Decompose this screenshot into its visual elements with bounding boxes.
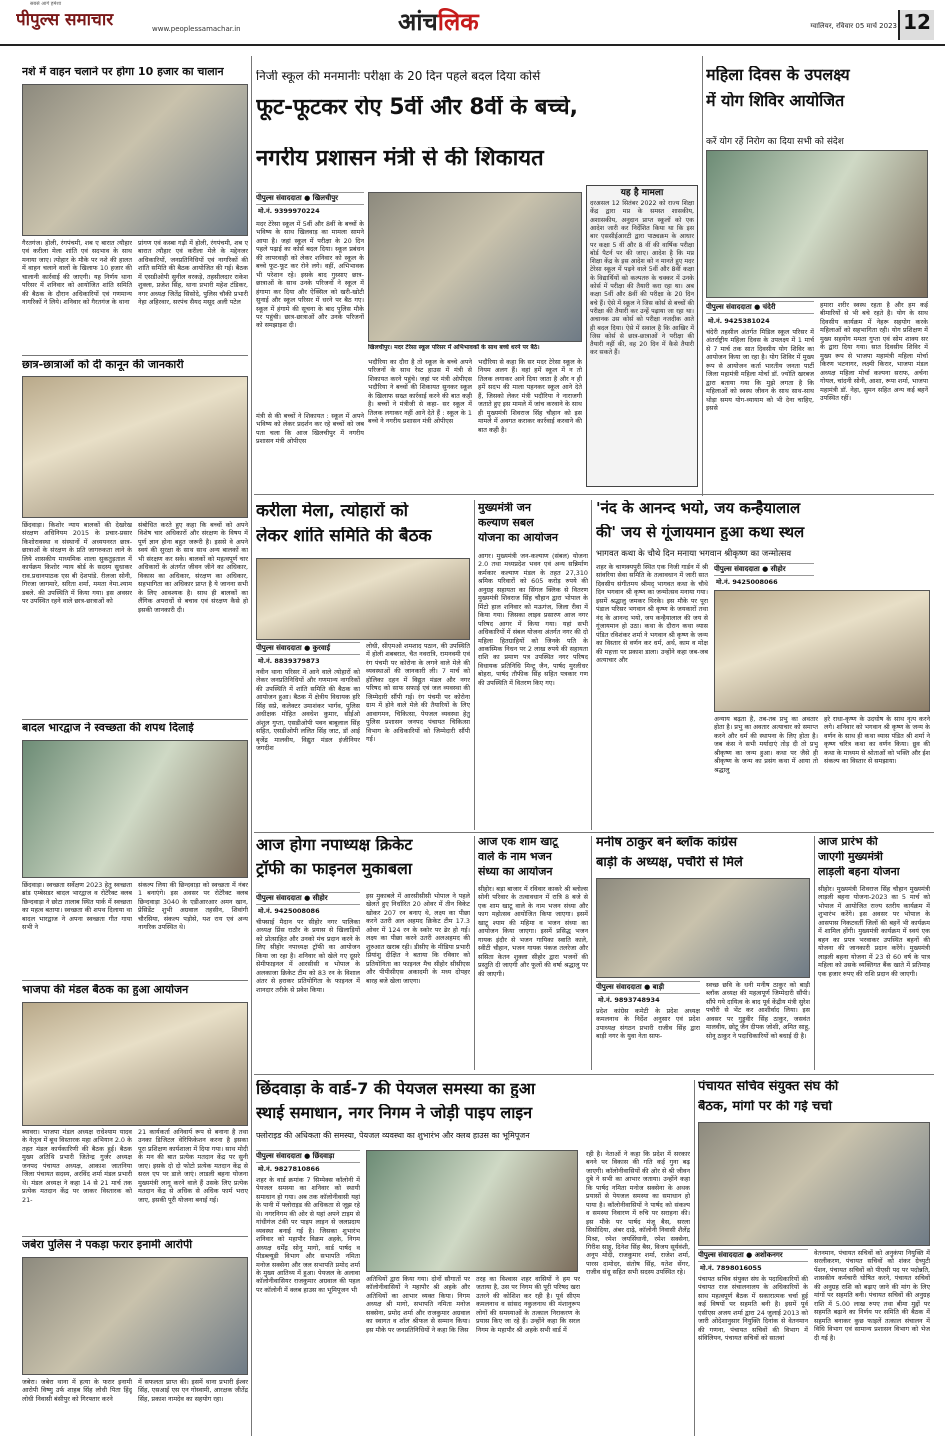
karila-byline: पीपुल्स संवाददाता ● कुरवाई <box>256 642 360 655</box>
photo-protest <box>368 192 582 342</box>
s1-body1: गैरतगंज। होली, रंगपंचमी, शब ए बारात त्यौहार एवं करीला मेला शांति एवं सदभाव के साथ मनाया जाए। त्योहार के मौके पर नशे की हालत में वाहन चलाने वालों के खिलाफ 10 हजार की चालानी कार्रवाई की जाएगी। यह निर्णय थाना परिसर में शनिवार को आयोजित शांति समिति की बैठक के दौरान अधिकारियों एवं गणमान्य नागरिकों ने लिये। शनिवार को गैरतगंज के थाना <box>22 239 132 307</box>
s5-title: जबेरा पुलिस ने पकड़ा फरार इनामी आरोपी <box>22 1239 193 1251</box>
s2-body2: संबोधित करते हुए कहा कि बच्चों को अपने विशेष चार अधिकारों और संरक्षण के विषय में पूर्ण ज्ञान होना बहुत जरूरी है। इससे वे अपने स्वयं की सुरक्षा के साथ साथ अन्य बालकों का भी संरक्षण कर सके। बालकों को महत्वपूर्ण चार अधिकारों के अंतर्गत जीवन जीने का अधिकार, विकास का अधिकार, संरक्षण का अधिकार, सहभागिता का अधिकार प्राप्त है ये जानना सभी के लिए आवश्यक है। साथ ही बालकों का लैंगिक अपराधों से बचाव एवं संरक्षण कैसे हो इसकी जानकारी दी। <box>138 521 248 614</box>
masthead <box>0 0 945 46</box>
photo-bjp-meeting <box>22 1002 248 1126</box>
lead-title-1: फूट-फूटकर रोए 5वीं और 8वीं के बच्चे, <box>256 96 579 120</box>
cricket-title-2: ट्रॉफी का फाइनल मुकाबला <box>256 860 413 878</box>
photo-katha <box>714 590 930 712</box>
manish-body2: स्वच्छ छवि के धनी मनीष ठाकुर को बाड़ी ब्लॉक अध्यक्ष की महत्वपूर्ण जिम्मेदारी सौंपी। सौंपे गये दायित्व के बाद पूर्व केंद्रीय मंत्री सुरेश पचौरी से भेंट कर आशीर्वाद लिया। इस अवसर पर गुड्डवीर सिंह ठाकुर, जसवंत मालवीय, छोटू जैन दीपक जोशी, अमित साहू, सोनू ठाकुर ने पदाधिकारियों को बधाई दी है। <box>706 981 810 1040</box>
photo-panchayat <box>698 1122 930 1246</box>
s1-body2: प्रांगण एवं कस्बा गढ़ी में होली, रंगपंचमी, शब ए बारात त्यौहार एवं करीला मेले के मद्देनजर अधिकारियों, जनप्रतिनिधियों एवं नागरिकों की शांति समिति की बैठक आयोजित की गई। बैठक में एसडीओपी सुनील वरकड़े, तहसीलदार राकेश शुक्ला, प्रजेश सिंह, थाना प्रभारी महेश टंडिकर, नगर अध्यक्ष जितेंद्र सिसोदे, पुलिस चौकी प्रभारी नेहा अहिरवार, सरपंच सैयद मसूद अली पटेल <box>138 239 248 307</box>
manish-title-2: बाड़ी के अध्यक्ष, पचौरी से मिले <box>596 856 743 870</box>
manish-title-1: मनीष ठाकुर बने ब्लॉक कांग्रेस <box>596 836 737 850</box>
kalyan-title-2: कल्याण सबल <box>478 517 534 529</box>
s3-title: बादल भारद्वाज ने स्वच्छता की शपथ दिलाई <box>22 722 194 734</box>
lead-col2: भदौरिया का दौरा है तो स्कूल के बच्चे अपने परिजनों के साथ रेस्ट हाउस में मंत्री से शिकायत करने पहुंचे। जहां पर मंत्री ओपीएस भदौरिया ने बच्चों की शिकायत सुनकर स्कूल के खिलाफ सख्त कार्रवाई करने की बात कही है। बच्चों ने मंत्रीजी से कहा- सर स्कूल में तिलक लगाकर नहीं आने देते हैं : स्कूल के 1 बच्चे ने नगरीय प्रशासन मंत्री ओपीएस <box>368 358 472 426</box>
panch-mobile: मो.नं. 7898016055 <box>700 1264 762 1272</box>
karila-title-2: लेकर शांति समिति की बैठक <box>256 527 432 546</box>
nand-body2: अन्याय बढ़ता है, तब-तब प्रभु का अवतार होता है। प्रभु का अवतार अत्याचार को समाप्त करने और धर्म की स्थापना के लिए होता है। जब कंस ने सभी मर्यादाएं तोड़ दी तो प्रभु श्रीकृष्ण का जन्म हुआ। कथा पर जैसे ही श्रीकृष्ण के जन्म का प्रसंग कथा में आया तो श्रद्धालु <box>714 715 818 774</box>
s3-body2: संकल्प लिया की छिन्दवाड़ा को स्वच्छता में नंबर 1 बनाएंगे। इस अवसर पर रोटेरैक्ट क्लब छिन्दवाड़ा 3040 के एडीआरआर अमन खान, प्रेसिडेंट शुभी अग्रवाल तहसीन, शिवांगी चौरसिया, संकल्प पड़ोसे, यश राय एवं अन्य नागरिक उपस्थित थे। <box>138 881 248 932</box>
s2-body1: छिंदवाड़ा। किशोर न्याय बालकों की देखरेख संरक्षण अधिनियम 2015 के प्रचार-प्रसार किशोरावस्था व संस्थानों में अध्ययनरत छात्र-छात्राओं के संरक्षण के प्रति जागरुकता लाने के लिये शासकीय माध्यमिक शाला सुकतुड़ताल में कार्यक्रम किशोर न्याय बोर्ड के सदस्य सुधाकर राव.प्रधानपाठक एस बी देशपांडे. रीलजा सोनी, गिरजा जागमारे, सरिता शर्मा, ममता नेमा.श्याम डबले. की उपस्थिति में किया गया। इस अवसर पर उपस्थित रहने वाले छात्र-छात्राओं को <box>22 521 132 606</box>
panch-body1: पंचायत सचिव संयुक्त संघ के पदाधिकारियों की पंचायत राज संचालनालय के अधिकारियों के साथ महत्वपूर्ण बैठक में सकारात्मक चर्चा हुई कई विषयों पर सहमति बनी है। इसमें पूर्व एसीएस अजय शर्मा द्वारा 24 जुलाई 2013 को जारी ओदेशानुसार नियुक्ति दिनांक से वेतनमान की गणना, पंचायत सचिवों की विभाग में संविलियन, पंचायत सचिवों को सातवां <box>698 1275 808 1343</box>
cricket-mobile: मो.नं. 9425008086 <box>258 907 320 915</box>
photo-karila <box>256 558 470 640</box>
water-sub: फ्लोराइड की अधिकता की समस्या, पेयजल व्यवस्था का शुभारंभ और क्लब हाउस का भूमिपूजन <box>256 1131 530 1140</box>
panch-title-1: पंचायत सचिव संयुक्त संघ की <box>698 1080 839 1094</box>
bhajan-title-2: वाले के नाम भजन <box>478 851 552 863</box>
dateline: ग्वालियर, रविवार 05 मार्च 2023 <box>810 22 897 30</box>
water-body4: रही है। नेताओं ने कहा कि प्रदेश में सरकार बनने पर विकास की गति कई गुना बढ़ जाएगी। कॉलोनीवासियों की ओर से श्री जीवन दुबे ने सभी का आभार जताया। उन्होंने कहा कि पार्षद नमिता मनोज सक्सेना के अथक प्रयासों से पेयजल समस्या का समाधान हो पाया है। कॉलोनीवासियों ने पार्षद को संकल्प व समस्या निवारण में रुचि पर सराहना की। इस मौके पर पार्षद मंजू बैस, सरला सिसोदिया, अंबर दाढ़े, कॉलोनी निवासी शैलेंद्र मिश्रा, रमेश जयसिंघानी, रमेश सक्सेना, गिरीश साहू, दिनेश सिंह बैस, विजय सूर्यवंशी, अनूप मोदी, राजकुमार शर्मा, राजेश शर्मा, पारस दामोदर, संतोष सिंह, यतेश सेंगर, राजीव संधू सहित सभी सदस्य उपस्थित रहे। <box>586 1150 690 1277</box>
s1-title: नशे में वाहन चलाने पर होगा 10 हजार का चालान <box>22 66 224 78</box>
water-body3: तरह का विश्वास शहर वासियों ने हम पर जताया है, उस पर निगम की पूरी परिषद खरा उतरने की कोशिश कर रही है। पूर्व सीएम कमलनाथ व सांसद नकुलनाथ की मंशानुरूप लोगों की समस्याओं के तत्काल निराकरण के प्रयास किए जा रहे हैं। उन्होंने कहा कि सरल निगम के महापौर श्री अहके सभी वार्ड में <box>476 1275 580 1334</box>
s5-body1: जबेरा। जबेरा थाना में हत्या के फरार इनामी आरोपी विष्णु उर्फ शाहब सिंह लोधी पिता हिंदू लोधी निवासी बंसीपुर को गिरफ्तार करने <box>22 1378 132 1403</box>
logo: पीपुल्स समाचार <box>16 10 114 30</box>
bhajan-title-3: संध्या का आयोजन <box>478 866 553 878</box>
kalyan-title-1: मुख्यमंत्री जन <box>478 502 531 514</box>
nand-body1: शहर के चाणक्यपुरी स्थित एक निजी गार्डन में श्री सांवरिया सेवा समिति के तत्वावधान में जारी सात दिवसीय संगीतमय श्रीमद् भागवत कथा के चौथे दिन भगवान श्री कृष्ण का जन्मोत्सव मनाया गया। इसमें श्रद्धालु जमकर थिरके। इस मौके पर पूरा पंडाल परिसर भगवान श्री कृष्ण के जयकारों तथा नंद के आनन्द भयो, जय कन्हैयालाल की जय से गूंजायमान हो उठा। कथा के दौरान कथा व्यास पंडित रविशंकर शर्मा ने भगवान श्री कृष्ण के जन्म का विस्तार से वर्णन कर धर्म, अर्थ, काम व मोक्ष की महत्ता पर प्रकाश डाला। उन्होंने कहा जब-जब अत्याचार और <box>596 563 708 664</box>
yoga-mobile: मो.नं. 9425381024 <box>708 317 770 325</box>
cricket-byline: पीपुल्स संवाददाता ● सीहोर <box>256 892 360 905</box>
cricket-body1: चीफ्साई मैदान पर सीहोर नगर पालिका अध्यक्ष प्रिंस राठौर के प्रयास से खिलाड़ियों को प्रोत्साहित और उनको मंच प्रदान करने के लिए सीहोर नपाध्यक्ष ट्रॉफी का आयोजन किया जा रहा है। शनिवार को खेले गए दूसरे सेमीफाइनल में आरसीसी व भोपाल के अलकाजा क्रिकेट टीम को 83 रन के विशाल अंतर से हराकर प्रतियोगिता के फाइनल में शानदार तरीके से प्रवेश किया। <box>256 918 360 994</box>
cricket-title-1: आज होगा नपाध्यक्ष क्रिकेट <box>256 836 413 854</box>
photo-cleanliness <box>22 740 248 878</box>
karila-title-1: करीला मेला, त्योहारों को <box>256 502 409 521</box>
bhajan-title-1: आज एक शाम खाटू <box>478 836 558 848</box>
lead-kicker: निजी स्कूल की मनमानीः परीक्षा के 20 दिन पहले बदल दिया कोर्स <box>256 70 541 83</box>
water-mobile: मो.नं. 9827810866 <box>258 1165 320 1173</box>
section-title: आंचलिक <box>398 8 479 36</box>
lead-mobile: मो.नं. 9399970224 <box>258 207 320 215</box>
yoga-body2: हमारा शरीर स्वस्थ रहता है और हम कई बीमारियों से भी बचे रहते है। योग के साथ दिवसीय कार्यक्रम में नेहरू सहयोग करके महिलाओं को सहभागिता रही। योग प्रशिक्षण में मुख्य सहयोग ममता गुप्ता एवं सोम शाक्य सर के द्वारा दिया गया। सात दिवसीय शिविर में मुख्य रूप से भाजपा महामंत्री महिला मोर्चा किरण भटनागर, लक्ष्मी किरार, भाजपा मंडल अध्यक्ष महिला मोर्चा कल्पना सराफ, अर्चना गोयल, चांदनी सोनी, आशा, रूपा शर्मा, भाजपा महामंत्री डॉ. नेहा, सुमन सहित अन्य कई बहनें उपस्थित रहीं। <box>820 301 928 402</box>
water-title-2: स्थाई समाधान, नगर निगम ने जोड़ी पाइप लाइन <box>256 1104 533 1122</box>
yoga-sub: करें योग रहें निरोग का दिया सभी को संदेश <box>706 137 844 147</box>
karila-mobile: मो.नं. 8839379873 <box>258 657 320 665</box>
kalyan-body: आगर। मुख्यमंत्री जन-कल्याण (संबल) योजना 2.0 तथा मध्यप्रदेश भवन एवं अन्य सन्निर्माण कर्मकार कल्याण मंडल के तहत 27,310 श्रमिक परिवारों को 605 करोड़ रुपये की अनुग्रह सहायता का सिंगल क्लिक से वितरण मुख्यमंत्री शिवराज सिंह चौहान द्वारा भोपाल के मिंटो हाल शनिवार को मऊगंज, जिला रीवा में किया गया। जिसका लाइव प्रसारण आज नगर परिषद आगर में किया गया। यहां सभी अधिकारियों में संबल योजना अंतर्गत नगर की दो महिला हितग्राहियों को जिनके पति के आकस्मिक निधन पर 2 लाख रुपये की सहायता राशि का प्रमाण पत्र उपस्थित नगर परिषद विधायक प्रतिनिधि मिन्टू जैन, पार्षद मुरलीधर बोहरा, पार्षद तौफीक सिंह सहित पत्रकार गण की उपस्थिति में वितरण किए गए। <box>478 552 588 687</box>
yoga-title-1: महिला दिवस के उपलक्ष्य <box>706 66 850 84</box>
laadli-title-3: लाड़ली बहना योजना <box>818 866 900 878</box>
karila-body1: नवीन थाना परिसर में आने वाले त्योहारों को लेकर जनप्रतिनिधियों और गणमान्य नागरिकों की उपस्थिति में शांति समिति की बैठक का आयोजन हुआ। बैठक में क्षेत्रीय विधायक हरि सिंह सप्रे, कलेक्टर उमाशंकर भार्गव, पुलिस अधीक्षक मोहित अवधेश कुमार, सीईओ अंशुल गुप्ता, एसडीओपी पवन बाबूलाल सिंह सहित, एसडीओपी ललित सिंह जाट, डॉ आई बृजेंद्र मालवीय, विद्युत मंडल इंजीनियर जगदीश <box>256 668 360 753</box>
nand-title-1: 'नंद के आनन्द भयो, जय कन्हैयालाल <box>596 500 801 517</box>
karila-body2: लोधी, सीएमओ शमशाद पठान, की उपस्थिति में होली शबबरात, चैत नवरात्रि, रामनवमी एवं रंग पंचमी पर कोरोना के लगने वाले मेले की व्यवस्थाओं की जानकारी ली। 7 मार्च को होलिका दहन में विद्युत मंडल और नगर परिषद को साफ सफाई एवं जल व्यवस्था की जिम्मेदारी सौंपी गई। रंग पंचमी पर कोरोना ग्राम में होने वाले मेले की तैयारियों के लिए आवागमन, चिकित्सा, पेयजल व्यवस्था हेतु पुलिस प्रशासन जनपद पंचायत चिकित्सा विभाग के अधिकारियों को जिम्मेदारी सौंपी गई। <box>366 642 470 743</box>
photo-pipeline <box>366 1150 578 1272</box>
s3-body1: छिंदवाड़ा। स्वच्छता सर्वेक्षण 2023 हेतु स्वच्छता ब्रांड एम्बेसडर बादल भारद्वाज व रोटेरैक्ट क्लब छिन्दवाड़ा ने छोटा तालाब स्थित पार्क में स्वच्छता का महत्व बताया। स्वच्छता की शपथ दिलाया था बादल भारद्वाज ने अपना स्वच्छता गीत गाया सभी ने <box>22 881 132 932</box>
photo-classroom <box>22 376 248 518</box>
laadli-title-1: आज प्रारंभ की <box>818 836 878 848</box>
panch-body2: वेतनमान, पंचायत सचिवों को अनुकंपा नियुक्ति में सरलीकरण, पंचायत सचिवों को शंकर ग्रेच्युटी पेंशन, पंचायत सचिवों को पीएसी पद पर पदोन्नति, शासकीय कर्मचारी घोषित करने, पंचायत सचिवों की अनुग्रह राशि को बढ़ाए जाने की मांग के लिए मांगों पर सहमति बनी। पंचायत सचिवों की अनुग्रह राशि में 5.00 लाख रुपए तथा बीमा मुद्दों पर सहमति बढ़ाने का निर्णय पर समिति की बैठक में सहमति बनाकर कुछ फाइलें तत्काल संचालन में विधि विभाग एवं सामान्य प्रशासन विभाग को भेज दी गई है। <box>814 1249 930 1342</box>
s4-body1: ब्यावरा। भाजपा मंडल अध्यक्ष राधेश्याम यादव के नेतृत्व में बूथ विस्तारक महा अभियान 2.0 के तहत मंडल कार्यकारिणी की बैठक हुई। बैठक मुख्य अतिथि प्रभारी जितेन्द्र गुर्जर अध्यक्ष जनपद पंचायत अध्यक्ष, आकाश जातनिया जिला पंचायत सदस्य, अरविंद शर्मा मंडल प्रभारी थे। मंडल अध्यक्ष ने कहा 14 से 21 मार्च तक प्रत्येक मतदान केंद्र पर जाकर विस्तारक को 21- <box>22 1128 132 1204</box>
site-url[interactable]: www.peoplessamachar.in <box>152 25 241 33</box>
water-body1: शहर के वार्ड क्रमांक 7 सिम्पेक्स कॉलोनी में पेयजल समस्या का शनिवार को स्थायी समाधान हो गया। अब तक कॉलोनीवासी यहां के पानी में फ्लोराइड की अधिकता से जूझ रहे थे। नगरनिगम की ओर से यहां अपने टाइम से गांधीगंज टंकी पर पाइप लाइन से जलप्रदाय व्यवस्था बनाई गई है। जिसका शुभारंभ शनिवार को महापौर विक्रम अहके, निगम अध्यक्ष धर्मेंद्र सोनू मागो, वार्ड पार्षद व पीडब्ल्यूडी विभाग और सभापति नमिता मनोज सक्सेना और जल सभापति प्रमोद शर्मा के मुख्य आतिथ्य में हुआ। पेयजल के अलावा कॉलोनीवासियर राजकुमार अग्रवाल की पहल पर कॉलोनी में क्लब हाउस का भूमिपूजन भी <box>256 1176 360 1294</box>
panch-byline: पीपुल्स संवाददाता ● अशोकनगर <box>698 1249 808 1262</box>
sidebox-body: दरअसल 12 सितंबर 2022 को राज्य शिक्षा केंद्र द्वारा मप्र के समस्त शासकीय, अशासकीय, अनुदान प्राप्त स्कूलों को एक आदेश जारी कर निर्देशित किया था कि इस बार एससीईआरटी द्वारा पाठ्यक्रम के आधार पर कक्षा 5 वीं और 8 वीं की वार्षिक परीक्षा बोर्ड पैटर्न पर की जाए। आदेश है कि मप्र शिक्षा केंद्र के इस आदेश को न मानते हुए मदर टेरेसा स्कूल में पढ़ने वाले 5वीं और 8वीं कक्षा के विद्यार्थियों को कल्पतरु के चक्कर में उनके कोर्स में परीक्षा की तैयारी करा रहा था। अब कक्षा 5वीं और 8वीं की परीक्षा के 20 दिन बचे हैं। ऐसे में स्कूल ने जिस कोर्स से बच्चों की परीक्षा की तैयारी कर उन्हें पढ़ाया जा रहा था। अचानक उस कोर्स को परीक्षा नजदीक आते ही बदल दिया। ऐसे में सवाल है कि आखिर में जिस कोर्स से छात्र-छात्राओं ने परीक्षा की तैयारी नहीं की, वह 20 दिन में कैसे तैयारी कर सकते हैं। <box>590 200 694 357</box>
nand-byline: पीपुल्स संवाददाता ● सीहोर <box>714 563 814 576</box>
lead-col1a: मदर टेरेसा स्कूल में 5वीं और 8वीं के बच्चों के भविष्य के साथ खिलवाड़ का मामला सामने आया है। जहां स्कूल में परीक्षा के 20 दिन पहले पढ़ाई का कोर्स बदल दिया। स्कूल प्रबंधन की लापरवाही को लेकर शनिवार को स्कूल के बच्चे फूट-फूट कर रोने लगे। वहीं, अभिभावक भी परेशान रहे। इसके बाद गुस्साए छात्र-छात्राओं के साथ उनके परिजनों ने स्कूल में हंगामा कर दिया और ऐक्सिल को खरी-खोटी सुनाई और स्कूल परिसर में धरने पर बैठ गए। स्कूल में हंगामे की सूचना के बाद पुलिस मौके पर पहुंची। छात्र-छात्राओं और उनके परिजनों को समझाइश दी। <box>256 220 364 330</box>
photo-police <box>22 1257 248 1375</box>
water-byline: पीपुल्स संवाददाता ● छिंदवाड़ा <box>256 1150 360 1163</box>
laadli-title-2: जाएगी मुख्यमंत्री <box>818 851 883 863</box>
kalyan-title-3: योजना का आयोजन <box>478 532 559 544</box>
lead-col3: भदौरिया से कहा कि सर मदर टेरेसा स्कूल के नियम अलग हैं। वहां हमें स्कूल में न तो तिलक लगाकर आने दिया जाता है और न ही हमें सदभ की माला पहनकर स्कूल आने देते हैं, जिसको लेकर मंत्री भदौरिया ने नाराजगी जताते हुए इस मामले में जांच करवाने के साथ ही मुख्यमंत्री शिवराज सिंह चौहान को इस मामले में अवगत कराकर कार्रवाई करवाने की बात कही है। <box>478 358 582 434</box>
photo-meeting <box>22 84 248 236</box>
nand-title-2: की' जय से गूंजायमान हुआ कथा स्थल <box>596 524 805 541</box>
yoga-body1: चंदेरी तहसील अंतर्गत मिडिल स्कूल परिसर में अंतर्राष्ट्रीय महिला दिवस के उपलक्ष्य में 1 मार्च से 7 मार्च तक सात दिवसीय योग शिविर का आयोजन किया जा रहा है। योग शिविर में मुख्य रूप से आयोजन कर्ता भारतीय जनता पार्टी जिला महामंत्री महिला मोर्चा डॉ. ज्योति खरबज द्वारा बताया गया कि मुझे लगता है कि महिलाओं को स्वस्थ जीवन के साथ साथ-साथ थोड़ा समय योग-व्यायाम को भी देना चाहिए, इससे <box>706 328 814 413</box>
s4-title: भाजपा की मंडल बैठक का हुआ आयोजन <box>22 984 189 996</box>
tagline: सबसे आगे हमेशा <box>30 1 62 7</box>
yoga-byline: पीपुल्स संवाददाता ● चंदेरी <box>706 301 814 314</box>
nand-mobile: मो.नं. 9425008066 <box>716 578 778 586</box>
page-number: 12 <box>898 10 934 40</box>
photo-yoga <box>706 150 928 298</box>
s4-body2: 21 कार्यकर्ता अनिवार्य रूप से बनाना है तथा उनका डिजिटल वेरिफिकेशन करना है इसका पूरा प्रशिक्षण कार्यशाला में दिया गया। साथ मोदी के मन की बात प्रत्येक मतदान केंद्र पर सुनी जाए। इसके दो दो फोटो प्रत्येक मतदान केंद्र से सरल एप पर डाले जाएं। लाडली बहना योजना मुख्यमंत्री लागू करने वाले हैं उसके लिए प्रत्येक मतदान केंद्र से अधिक से अधिक फार्म भराए जाए, इसकी पूरी योजना बनाई गई। <box>138 1128 248 1204</box>
sidebox-title: यह है मामला <box>620 188 664 198</box>
lead-caption: खिलचीपुर। मदर टेरेसा स्कूल परिसर में अभिभावकों के साथ बच्चे धरने पर बैठे। <box>368 344 540 351</box>
lead-title-2: नगरीय प्रशासन मंत्री से की शिकायत <box>256 147 544 171</box>
panch-title-2: बैठक, मांगों पर की गई चर्चा <box>698 1100 832 1114</box>
manish-mobile: मो.नं. 9893748934 <box>598 996 660 1004</box>
water-body2: अतिथियों द्वारा किया गया। दोनों सौगातों पर कॉलोनीवासियों ने महापौर श्री अहके और अतिथियों का आभार व्यक्त किया। निगम अध्यक्ष श्री मागो, सभापति नमिता मनोज सक्सेना, प्रमोद शर्मा और राजकुमार अग्रवाल का स्वागत व शॉल श्रीफल से सम्मान किया। इस मौके पर जनप्रतिनिधियों ने कहा कि जिस <box>366 1275 470 1334</box>
nand-body3: हरे राधा-कृष्ण के उदघोष के साथ नृत्य करने लगे। शनिवार को भगवान श्री कृष्ण के जन्म के वर्णन के साथ ही कथा व्यास पंडित श्री शर्मा ने कृष्ण चरित्र कथा का वर्णन किया। ध्रुव की कथा के माध्यम से श्रोताओं को भक्ति और ईश संकल्प का विस्तार से समझाया। <box>824 715 930 766</box>
lead-byline: पीपुल्स संवाददाता ● खिलचीपुर <box>256 192 364 205</box>
yoga-title-2: में योग शिविर आयोजित <box>706 92 845 110</box>
laadli-body: सीहोर। मुख्यमंत्री शिवराज सिंह चौहान मुख्यमंत्री लाड़ली बहना योजना-2023 का 5 मार्च को भोपाल में आयोजित राज्य स्तरीय कार्यक्रम में शुभारंभ करेंगे। इस अवसर पर भोपाल के आसपास निकटवर्ती जिलों की बहनें भी कार्यक्रम में शामिल होंगी। मुख्यमंत्री कार्यक्रम में स्वयं एक बहन का प्रपत्र भरवाकर उपस्थित बहनों की योजना की जानकारी प्रदान करेंगे। मुख्यमंत्री लाड़ली बहना योजना में 23 से 60 वर्ष के पात्र महिला को उसके व्यक्तिगत बैंक खाते में प्रतिमाह एक हजार रुपए की राशि प्रदान की जाएगी। <box>818 885 930 978</box>
nand-sub: भागवत कथा के चौथे दिन मनाया भगवान श्रीकृष्ण का जन्मोत्सव <box>596 549 792 559</box>
cricket-body2: इस मुकाबले में आरसीसीसी भोपाल ने पहले खेलते हुए निर्धारित 20 ओवर में तीन विकेट खोकर 207 रन बनाए थे, लक्ष्य का पीछा करने उतरी अल अहमद क्रिकेट टीम 17.3 ओवर में 124 रन के स्कोर पर ढेर हो गई। लक्ष्य का पीछा करने उतरी अलअहमद की शुरुआत खराब रही। डीसीए के मीडिया प्रभारी प्रियांशु दीक्षित ने बताया कि रविवार को प्रतियोगिता का फाइनल मैच सीहोर सीसीएस और पीपीसीएस अकादमी के मध्य दोपहर बारह बजे खेला जाएगा। <box>366 892 470 985</box>
lead-sidebox <box>586 185 698 487</box>
photo-manish <box>596 878 810 978</box>
s2-title: छात्र-छात्राओं को दी कानून की जानकारी <box>22 359 184 371</box>
manish-body1: प्रदेश कांग्रेस कमेटी के प्रदेश अध्यक्ष कमलनाथ के निर्देश अनुसार एवं प्रदेश उपाध्यक्ष संगठन प्रभारी राजीव सिंह द्वारा बाड़ी नगर के युवा नेता साफ- <box>596 1007 700 1041</box>
manish-byline: पीपुल्स संवाददाता ● बाड़ी <box>596 981 700 994</box>
lead-col1b: मंत्री से की बच्चों ने शिकायत : स्कूल में अपने भविष्य को लेकर प्रदर्शन कर रहे बच्चों को जब पता चला कि आज खिलचीपुर में नगरीय प्रशासन मंत्री ओपीएस <box>256 412 364 446</box>
bhajan-body: सीहोर। बड़ा बाजार में रविवार काकरे श्री ब्लोल्स सोनी परिवार के तत्वावधान में रात्रि 8 बजे से एक शाम खाटू वाले के नाम भजन संध्या और फाग महोत्सव आयोजित किया जाएगा। इसमें खाटू श्याम की महिमा व भजन संध्या का आयोजन किया जाएगा। इसमें प्रसिद्ध भजन गायक इंदौर से भजन गायिका स्वाति काले, स्वीटी चौहान, भजन गायक पंकज तलरेजा और ससिता केतन शुक्ला सीहोर द्वारा भजनों की प्रस्तुति दी जाएगी और फूलों की वर्षा श्रद्धालु पर की जाएगी। <box>478 885 588 978</box>
water-title-1: छिंदवाड़ा के वार्ड-7 की पेयजल समस्या का हुआ <box>256 1080 536 1098</box>
s5-body2: में सफलता प्राप्त की। इसमें थाना प्रभारी ईश्वर सिंह, एसआई एस एन गोस्वामी, आरक्षक जीतेंद्र सिंह, प्रकाश नामदेव का सहयोग रहा। <box>138 1378 248 1403</box>
